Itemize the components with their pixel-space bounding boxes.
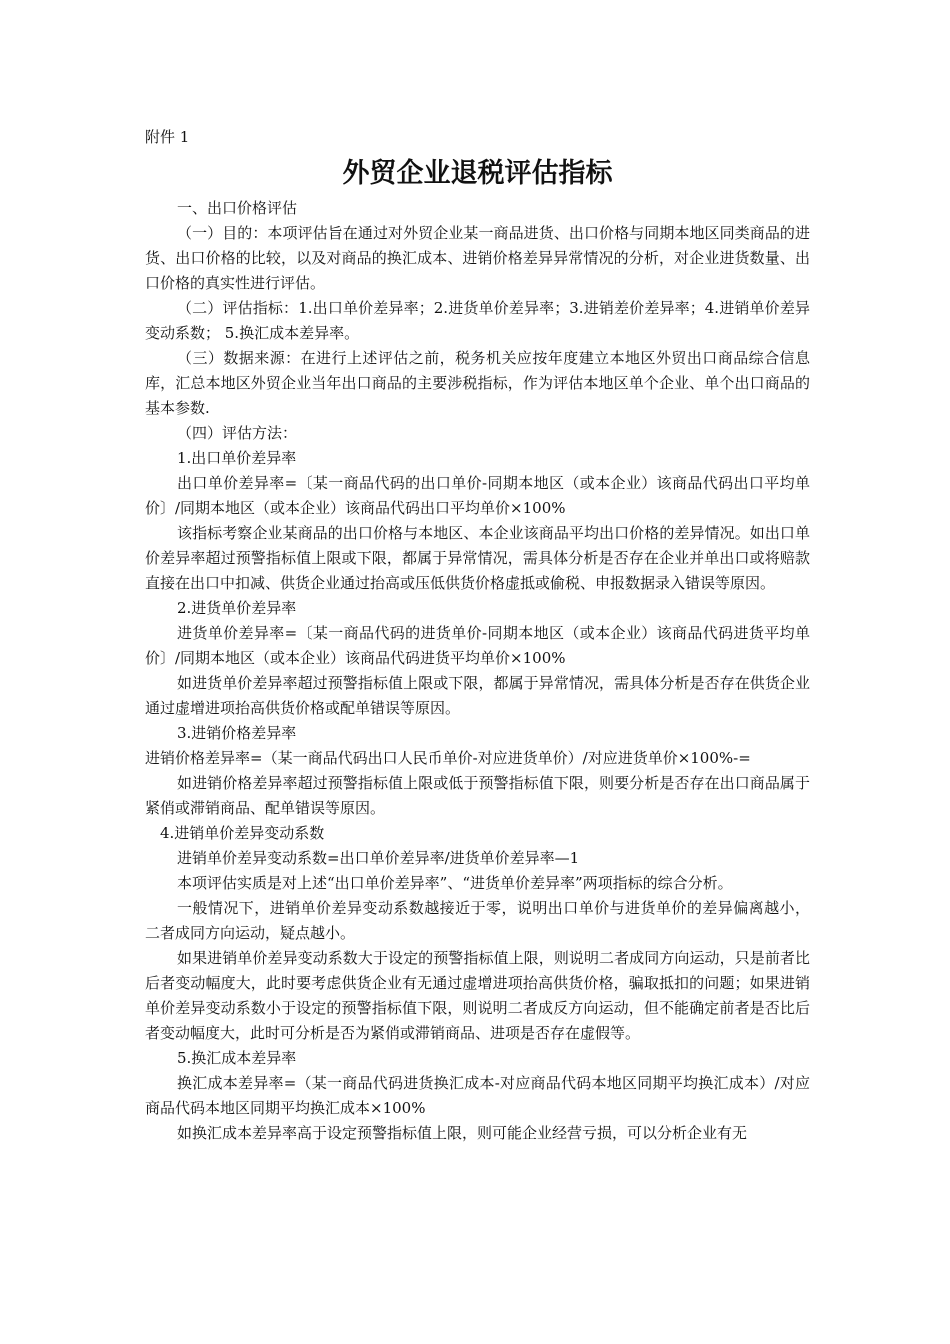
body-paragraph: 如换汇成本差异率高于设定预警指标值上限，则可能企业经营亏损，可以分析企业有无	[177, 1124, 748, 1142]
body-paragraph: 一、出口价格评估	[177, 199, 298, 217]
document-title: 外贸企业退税评估指标	[342, 158, 613, 189]
body-paragraph: 如进销价格差异率超过预警指标值上限或低于预警指标值下限，则要分析是否存在出口商品属于紧俏或滞销商品、配单错误等原因。	[145, 774, 810, 817]
body-paragraph: 2.进货单价差异率	[177, 599, 297, 617]
body-paragraph: 3.进销价格差异率	[177, 724, 297, 742]
body-paragraph: （四）评估方法：	[177, 424, 298, 442]
body-paragraph: 进货单价差异率=〔某一商品代码的进货单价-同期本地区（或本企业）该商品代码进货平均单价〕/同期本地区（或本企业）该商品代码进货平均单价×100%	[145, 624, 810, 667]
body-paragraph: 进销价格差异率=（某一商品代码出口人民币单价-对应进货单价）/对应进货单价×100%-=	[145, 749, 751, 767]
body-paragraph: 如果进销单价差异变动系数大于设定的预警指标值上限，则说明二者成同方向运动，只是前者比后者变动幅度大，此时要考虑供货企业有无通过虚增进项抬高供货价格，骗取抵扣的问题；如果进销单价差异变动系数小于设定的预警指标值下限，则说明二者成反方向运动，但不能确定前者是否比后者变动幅度大，此时可分析是否为紧俏或滞销商品、进项是否存在虚假等。	[145, 949, 810, 1042]
document-page	[145, 125, 810, 1146]
attachment-label: 附件 1	[145, 128, 190, 146]
body-paragraph: 本项评估实质是对上述“出口单价差异率”、“进货单价差异率”两项指标的综合分析。	[177, 874, 733, 892]
body-paragraph: （一）目的：本项评估旨在通过对外贸企业某一商品进货、出口价格与同期本地区同类商品的进货、出口价格的比较，以及对商品的换汇成本、进销价格差异异常情况的分析，对企业进货数量、出口价格的真实性进行评估。	[145, 224, 810, 292]
body-paragraph: 进销单价差异变动系数=出口单价差异率/进货单价差异率—1	[177, 849, 580, 867]
body-paragraph: 4.进销单价差异变动系数	[160, 824, 325, 842]
document-body	[145, 196, 810, 1146]
body-paragraph: 该指标考察企业某商品的出口价格与本地区、本企业该商品平均出口价格的差异情况。如出口单价差异率超过预警指标值上限或下限，都属于异常情况，需具体分析是否存在企业并单出口或将赔款直接在出口中扣减、供货企业通过抬高或压低供货价格虚抵或偷税、申报数据录入错误等原因。	[145, 524, 810, 592]
body-paragraph: （二）评估指标：1.出口单价差异率；2.进货单价差异率；3.进销差价差异率；4.进销单价差异变动系数； 5.换汇成本差异率。	[145, 299, 810, 342]
body-paragraph: （三）数据来源：在进行上述评估之前，税务机关应按年度建立本地区外贸出口商品综合信息库，汇总本地区外贸企业当年出口商品的主要涉税指标，作为评估本地区单个企业、单个出口商品的基本参数.	[145, 349, 810, 417]
body-paragraph: 5.换汇成本差异率	[177, 1049, 297, 1067]
body-paragraph: 换汇成本差异率=（某一商品代码进货换汇成本-对应商品代码本地区同期平均换汇成本）/对应商品代码本地区同期平均换汇成本×100%	[145, 1074, 810, 1117]
body-paragraph: 出口单价差异率=〔某一商品代码的出口单价-同期本地区（或本企业）该商品代码出口平均单价〕/同期本地区（或本企业）该商品代码出口平均单价×100%	[145, 474, 810, 517]
body-paragraph: 1.出口单价差异率	[177, 449, 297, 467]
body-paragraph: 如进货单价差异率超过预警指标值上限或下限，都属于异常情况，需具体分析是否存在供货企业通过虚增进项抬高供货价格或配单错误等原因。	[145, 674, 810, 717]
body-paragraph: 一般情况下，进销单价差异变动系数越接近于零，说明出口单价与进货单价的差异偏离越小， 二者成同方向运动，疑点越小。	[145, 899, 810, 942]
